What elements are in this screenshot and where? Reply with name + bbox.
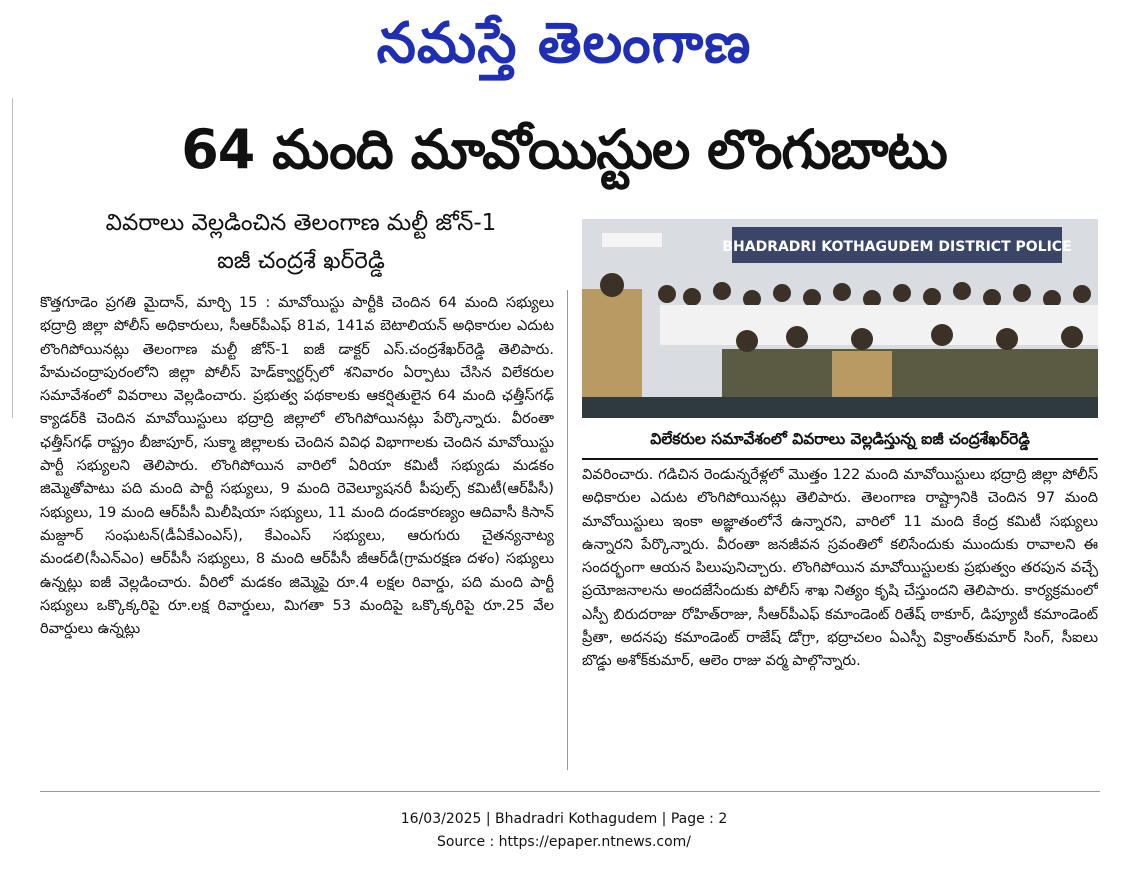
article-body-left: కొత్తగూడెం ప్రగతి మైదాన్, మార్చి 15 : మావోయిస్టు పార్టీకి చెందిన 64 మంది సభ్యులు భద్రాద్రి జిల్లా పోలీస్ అధికారులు, సీఆర్‌పీఎఫ్ 81వ, 141వ బెటాలియన్ అధికారుల ఎదుట లొంగిపోయినట్లు తెలంగాణ మల్టీ జోన్-1 ఐజీ డాక్టర్ ఎస్.చంద్రశేఖర్‌రెడ్డి తెలిపారు. హేమచంద్రాపురంలోని జిల్లా పోలీస్ హెడ్‌క్వార్టర్స్‌లో శనివారం ఏర్పాటు చేసిన విలేకరుల సమావేశంలో వివరాలు వెల్లడించారు. ప్రభుత్వ పథకాలకు ఆకర్షితులైన 64 మంది ఛత్తీస్‌గఢ్ క్యాడర్‌కి చెందిన మావోయిస్టులు భద్రాద్రి జిల్లాలో లొంగిపోయినట్లు పేర్కొన్నారు. వీరంతా ఛత్తీస్‌గఢ్ రాష్ట్రం బీజాపూర్, సుక్మా జిల్లాలకు చెందిన వివిధ విభాగాలకు చెందిన మావోయిస్టు పార్టీ సభ్యులని తెలిపారు. లొంగిపోయిన వారిలో ఏరియా కమిటీ సభ్యుడు మడకం జిమ్మెతోపాటు పది మంది పార్టీ సభ్యులు, 9 మంది రెవెల్యూషనరీ పీపుల్స్ కమిటీ(ఆర్‌పీసీ) సభ్యులు, 19 మంది ఆర్‌పీసీ మిలీషియా సభ్యులు, 11 మంది దండకారణ్యం ఆదివాసీ కిసాన్ మజ్దూర్ సంఘటన్(డీఏకేఎంఎస్), కేఎంఎస్ సభ్యులు, ఆరుగురు చైతన్యనాట్య మండలి(సీఎన్‌ఎం) ఆర్‌పీసీ సభ్యులు, 8 మంది ఆర్‌పీసీ జీఆర్‌డీ(గ్రామరక్షణ దళం) సభ్యులు ఉన్నట్లు ఐజీ వెల్లడించారు. వీరిలో మడకం జిమ్మెపై రూ.4 లక్షల రివార్డు, పది మంది పార్టీ సభ్యులు ఒక్కొక్కరిపై రూ.లక్ష రివార్డులు, మిగతా 53 మందిపై ఒక్కొక్కరిపై రూ.25 వేల రివార్డులు ఉన్నట్లు bbox=[40, 294, 554, 638]
column-divider bbox=[567, 290, 568, 770]
subheadline-line-2: ఐజీ చంద్రశే ఖర్‌రెడ్డి bbox=[217, 248, 385, 274]
press-conference-photo bbox=[582, 219, 1098, 418]
subheadline-line-1: వివరాలు వెల్లడించిన తెలంగాణ మల్టీ జోన్-1 bbox=[105, 210, 497, 236]
footer-meta: 16/03/2025 | Bhadradri Kothagudem | Page : 2 bbox=[400, 811, 728, 827]
article-body-right: వివరించారు. గడిచిన రెండున్నరేళ్లలో మొత్తం 122 మంది మావోయిస్టులు భద్రాద్రి జిల్లా పోలీస్ అధికారుల ఎదుట లొంగిపోయినట్లు తెలిపారు. తెలంగాణ రాష్ట్రానికి చెందిన 97 మంది మావోయిస్టులు ఇంకా అజ్ఞాతంలోనే ఉన్నారని, వారిలో 11 మంది కేంద్ర కమిటీ సభ్యులు ఉన్నారని పేర్కొన్నారు. వీరంతా జనజీవన స్రవంతిలో కలిసేందుకు ముందుకు రావాలని ఈ సందర్భంగా ఆయన పిలుపునిచ్చారు. లొంగిపోయిన మావోయిస్టులకు ప్రభుత్వం తరపున వచ్చే ప్రయోజనాలను అందజేసేందుకు పోలీస్ శాఖ నిత్యం కృషి చేస్తుందని తెలిపారు. కార్యక్రమంలో ఎస్పీ బిరుదరాజు రోహిత్‌రాజు, సీఆర్‌పీఎఫ్ కమాండెంట్ రితేష్ ఠాకూర్, డిప్యూటీ కమాండెంట్ ప్రీతా, అదనపు కమాండెంట్ రాజేష్ డోగ్రా, భద్రాచలం ఏఎస్పీ విక్రాంత్‌కుమార్ సింగ్, సీఐలు బొడ్డు అశోక్‌కుమార్, ఆలెం రాజు వర్మ పాల్గొన్నారు. bbox=[582, 466, 1098, 670]
article-headline: 64 మంది మావోయిస్టుల లొంగుబాటు bbox=[181, 118, 947, 181]
photo-banner-text: BHADRADRI KOTHAGUDEM DISTRICT POLICE bbox=[722, 239, 1072, 255]
photo-caption: విలేకరుల సమావేశంలో వివరాలు వెల్లడిస్తున్న ఐజీ చంద్రశేఖర్‌రెడ్డి bbox=[582, 420, 1098, 460]
footer-divider bbox=[40, 791, 1100, 792]
photo-illustration bbox=[582, 219, 1098, 418]
footer-source-link[interactable]: Source : https://epaper.ntnews.com/ bbox=[436, 834, 692, 850]
masthead-title: నమస్తే తెలంగాణ bbox=[376, 11, 752, 76]
